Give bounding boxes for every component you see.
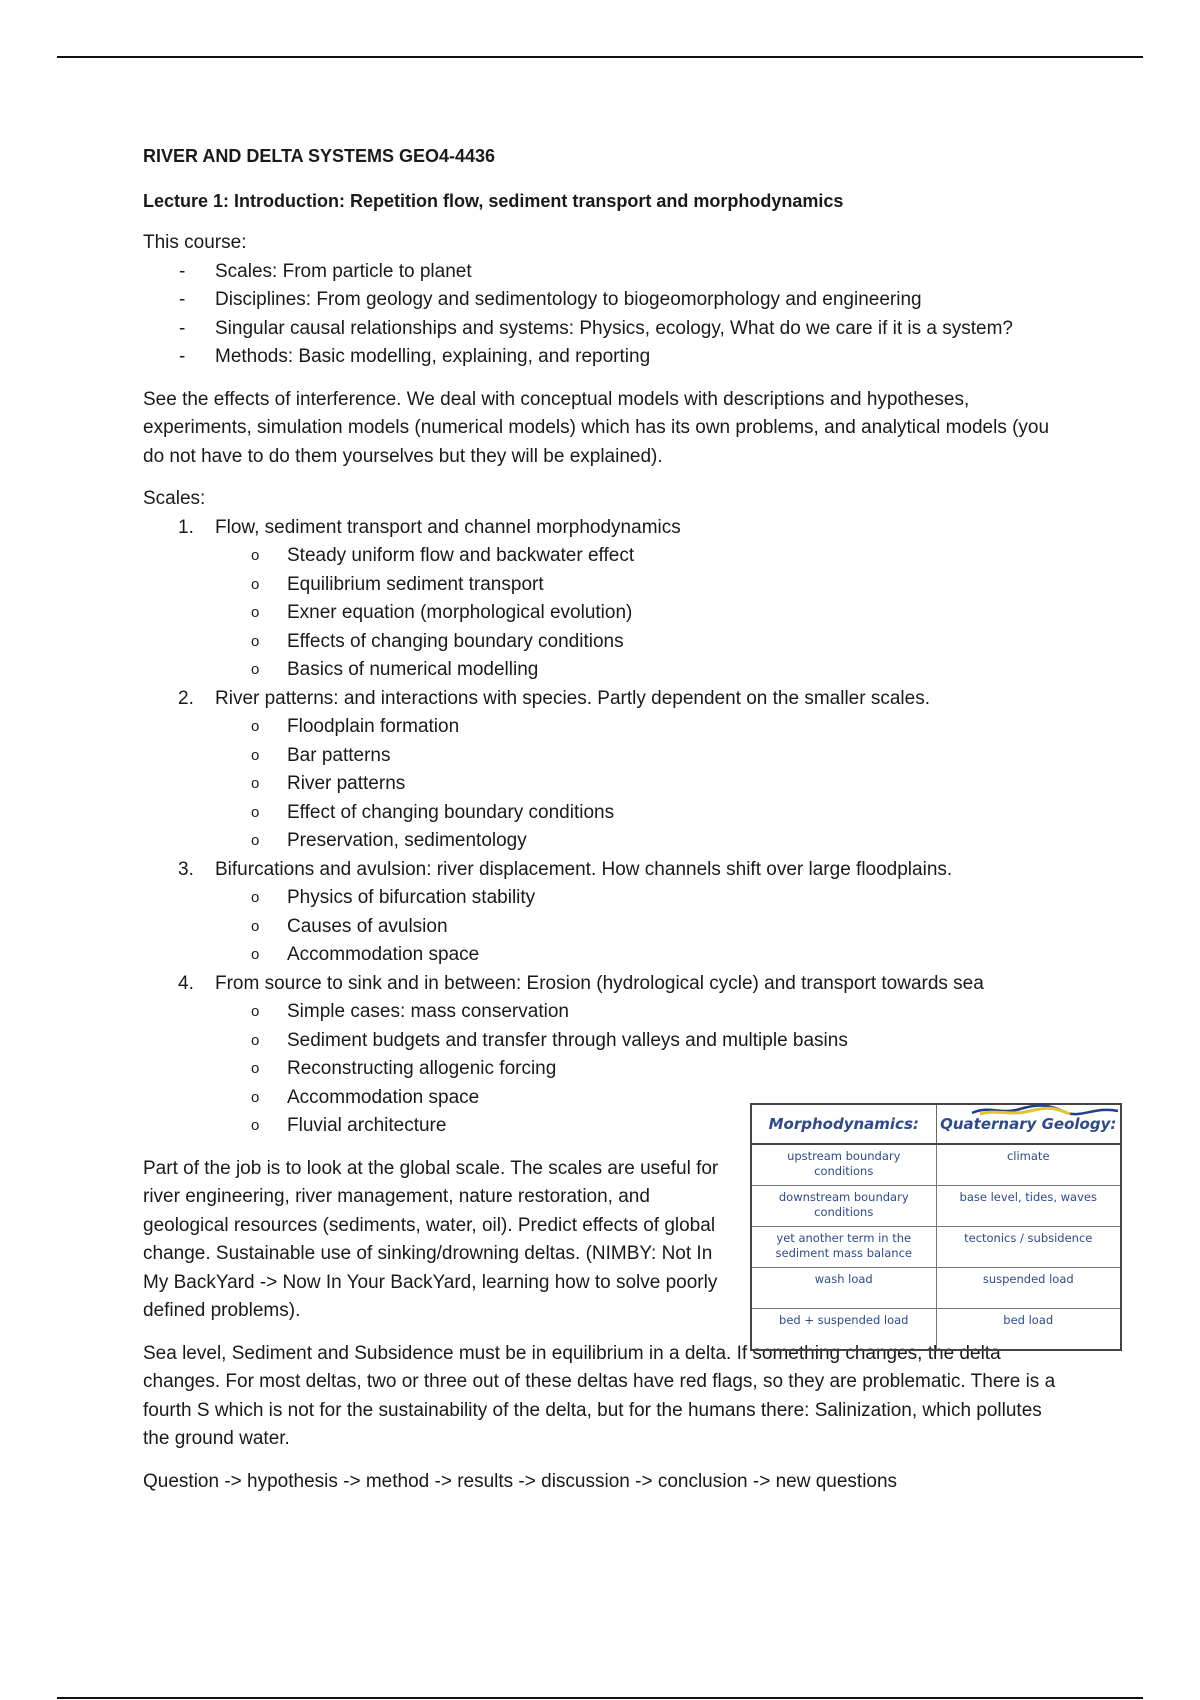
scale-text: From source to sink and in between: Erosion (hydrological cycle) and transport towards sea: [215, 972, 984, 994]
sub-list-item: [143, 1055, 1063, 1084]
circle-bullet-icon: o: [251, 803, 260, 821]
list-item: - Singular causal relationships and systems: Physics, ecology, What do we care if it is a system?: [143, 315, 1063, 344]
sub-item-text: Reconstructing allogenic forcing: [287, 1058, 557, 1079]
bottom-rule: [57, 1697, 1143, 1699]
sub-list-item: [143, 542, 1063, 571]
scale-text: Flow, sediment transport and channel morphodynamics: [215, 516, 681, 538]
sub-item-text: Causes of avulsion: [287, 915, 448, 937]
sub-list-item: [143, 941, 1063, 970]
sub-list-item: [143, 599, 1063, 628]
sub-item-text: Accommodation space: [287, 1086, 480, 1108]
sub-list-item: [143, 742, 1063, 771]
course-list: [143, 258, 1063, 372]
document-title: RIVER AND DELTA SYSTEMS GEO4-4436: [143, 146, 496, 166]
list-item: - Scales: From particle to planet: [143, 258, 1063, 287]
circle-bullet-icon: o: [251, 746, 260, 764]
table-row: [751, 1227, 1121, 1268]
sub-list-item: [143, 770, 1063, 799]
sub-list-item: [143, 656, 1063, 685]
sub-item-text: Effects of changing boundary conditions: [287, 630, 624, 652]
table-row: [751, 1186, 1121, 1227]
paragraph-interference: See the effects of interference. We deal with conceptual models with descriptions and hypotheses, experiments, simulation models (numerical models) which has its own problems, and analytical models (you do not have to do them yourselves but they will be explained).: [143, 388, 1050, 467]
paragraph-global-scale: Part of the job is to look at the global scale. The scales are useful for river engineering, river management, nature restoration, and geological resources (sediments, water, oil). Predict effects of global change. Sustainable use of sinking/drowning deltas. (NIMBY: Not In My BackYard -> Now In Your BackYard, learning how to solve poorly defined problems).: [143, 1157, 719, 1321]
sub-item-text: Fluvial architecture: [287, 1115, 447, 1136]
sub-item-text: Accommodation space: [287, 944, 480, 965]
morphodynamics-cell: bed + suspended load: [751, 1309, 936, 1351]
sub-list-item: [143, 713, 1063, 742]
circle-bullet-icon: o: [251, 775, 260, 792]
geology-cell: base level, tides, waves: [936, 1186, 1121, 1227]
geology-cell: suspended load: [936, 1268, 1121, 1309]
sub-list: [215, 542, 1063, 685]
sub-item-text: Sediment budgets and transfer through valleys and multiple basins: [287, 1029, 848, 1051]
header-morphodynamics: Morphodynamics:: [751, 1104, 936, 1144]
circle-bullet-icon: o: [251, 575, 260, 593]
circle-bullet-icon: o: [251, 632, 260, 650]
lecture-heading: Lecture 1: Introduction: Repetition flow, sediment transport and morphodynamics: [143, 190, 844, 211]
morphodynamics-cell: upstream boundary conditions: [751, 1144, 936, 1186]
circle-bullet-icon: o: [251, 917, 260, 935]
circle-bullet-icon: o: [251, 946, 260, 963]
circle-bullet-icon: o: [251, 604, 260, 621]
sub-list-item: [143, 998, 1063, 1027]
sub-list-item: [143, 571, 1063, 600]
header-quaternary-geology: Quaternary Geology:: [936, 1104, 1121, 1144]
list-item: - Disciplines: From geology and sedimentology to biogeomorphology and engineering: [143, 286, 1063, 315]
sub-item-text: River patterns: [287, 773, 406, 794]
circle-bullet-icon: o: [251, 547, 260, 564]
paragraph-research-cycle: Question -> hypothesis -> method -> results -> discussion -> conclusion -> new questions: [143, 1470, 898, 1492]
sub-list-item: [143, 1027, 1063, 1056]
list-item: - Methods: Basic modelling, explaining, and reporting: [143, 343, 1063, 372]
scale-number: 3.: [178, 858, 194, 880]
sub-item-text: Preservation, sedimentology: [287, 830, 527, 851]
table-row: [751, 1268, 1121, 1309]
scale-text: River patterns: and interactions with species. Partly dependent on the smaller scales.: [215, 687, 930, 709]
scale-number: 2.: [178, 687, 194, 709]
table-row: [751, 1309, 1121, 1351]
sub-item-text: Simple cases: mass conservation: [287, 1001, 569, 1022]
sub-list-item: [143, 628, 1063, 657]
sub-item-text: Effect of changing boundary conditions: [287, 801, 615, 823]
circle-bullet-icon: o: [251, 718, 260, 735]
scales-label: Scales:: [143, 488, 206, 509]
circle-bullet-icon: o: [251, 661, 260, 678]
geology-cell: climate: [936, 1144, 1121, 1186]
circle-bullet-icon: o: [251, 1060, 260, 1077]
sub-item-text: Exner equation (morphological evolution): [287, 602, 633, 623]
scale-item: [143, 514, 1063, 685]
circle-bullet-icon: o: [251, 832, 260, 849]
circle-bullet-icon: o: [251, 1003, 260, 1020]
top-rule: [57, 56, 1143, 58]
sub-item-text: Floodplain formation: [287, 716, 460, 737]
scales-list: [143, 514, 1063, 1141]
scale-item: [143, 685, 1063, 856]
circle-bullet-icon: o: [251, 1117, 260, 1134]
table-row: [751, 1144, 1121, 1186]
scale-item: [143, 856, 1063, 970]
circle-bullet-icon: o: [251, 889, 260, 906]
sub-item-text: Basics of numerical modelling: [287, 659, 539, 680]
sub-list: [215, 713, 1063, 856]
geology-cell: tectonics / subsidence: [936, 1227, 1121, 1268]
sub-item-text: Steady uniform flow and backwater effect: [287, 545, 635, 566]
circle-bullet-icon: o: [251, 1031, 260, 1049]
sub-item-text: Physics of bifurcation stability: [287, 887, 536, 908]
geology-cell: bed load: [936, 1309, 1121, 1351]
sub-item-text: Bar patterns: [287, 744, 391, 766]
comparison-figure: [750, 1103, 1122, 1351]
sub-list-item: [143, 884, 1063, 913]
morphodynamics-cell: wash load: [751, 1268, 936, 1309]
course-intro: This course:: [143, 232, 247, 253]
scale-number: 1.: [178, 516, 194, 538]
sub-list-item: [143, 913, 1063, 942]
sub-item-text: Equilibrium sediment transport: [287, 573, 544, 595]
morphodynamics-cell: downstream boundary conditions: [751, 1186, 936, 1227]
scale-number: 4.: [178, 972, 194, 994]
sub-list: [215, 884, 1063, 970]
sub-list-item: [143, 799, 1063, 828]
scale-text: Bifurcations and avulsion: river displacement. How channels shift over large floodplains.: [215, 858, 953, 880]
squiggle-decoration: [970, 1103, 1120, 1117]
circle-bullet-icon: o: [251, 1088, 260, 1106]
sub-list-item: [143, 827, 1063, 856]
paragraph-delta-equilibrium: Sea level, Sediment and Subsidence must be in equilibrium in a delta. If something changes, the delta changes. For most deltas, two or three out of these deltas have red flags, so they are problematic. There is a fourth S which is not for the sustainability of the delta, but for the humans there: Salinization, which pollutes the ground water.: [143, 1342, 1056, 1449]
morphodynamics-cell: yet another term in the sediment mass balance: [751, 1227, 936, 1268]
comparison-table: [750, 1103, 1122, 1351]
